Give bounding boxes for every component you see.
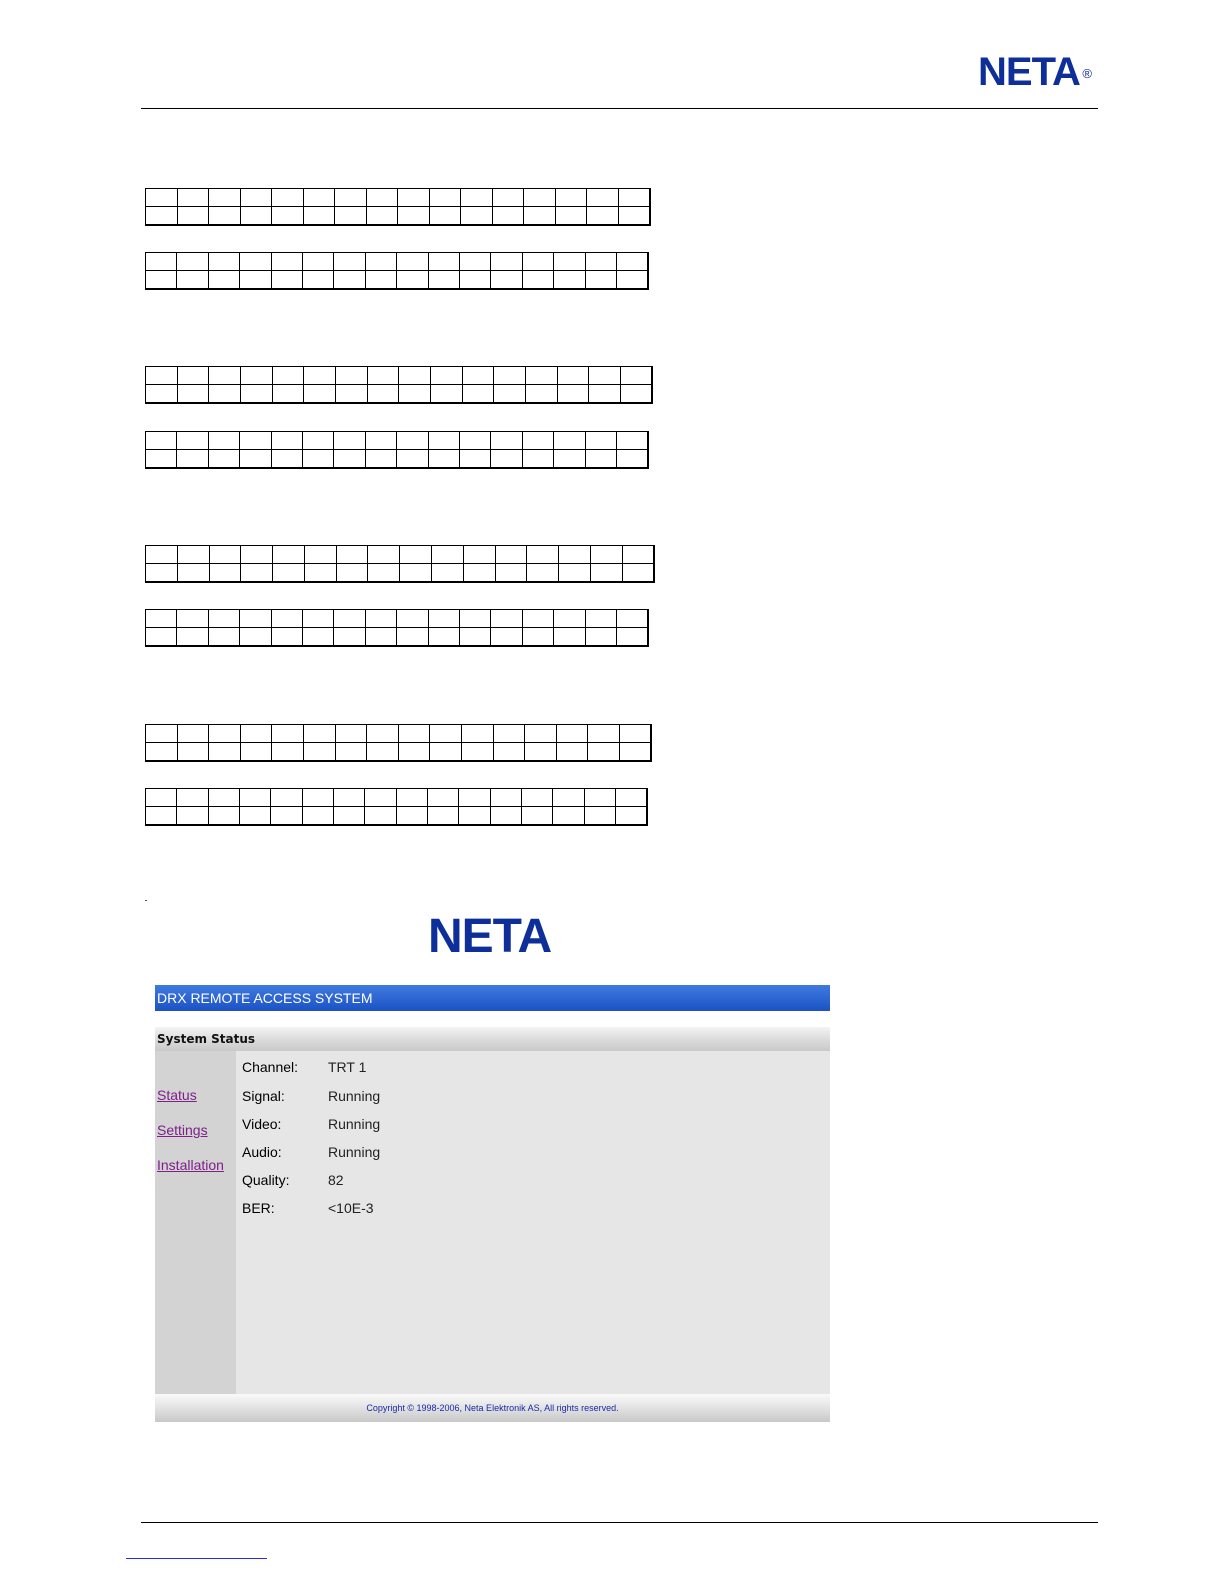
grid-cell xyxy=(429,189,461,207)
grid-cell xyxy=(366,207,398,226)
brand-logo xyxy=(978,50,1092,94)
grid-cell xyxy=(177,628,208,647)
screenshot-logo-text: NETA xyxy=(428,910,552,963)
nav-link-settings[interactable]: Settings xyxy=(157,1122,208,1138)
nav-link-status[interactable]: Status xyxy=(157,1087,197,1103)
grid-cell xyxy=(588,725,620,743)
grid-cell xyxy=(367,385,399,404)
grid-cell xyxy=(461,743,493,762)
character-grid xyxy=(145,724,652,762)
grid-cell xyxy=(177,207,209,226)
grid-cell xyxy=(617,432,648,450)
grid-cell xyxy=(334,807,365,826)
grid-cell xyxy=(585,432,616,450)
grid-cell xyxy=(146,743,178,762)
grid-cell xyxy=(272,743,304,762)
grid-cell xyxy=(303,207,335,226)
grid-cell xyxy=(491,432,522,450)
grid-cell xyxy=(146,628,177,647)
grid-cell xyxy=(208,432,239,450)
grid-cell xyxy=(399,385,431,404)
grid-cell xyxy=(432,564,464,583)
grid-cell xyxy=(617,271,648,290)
channel-value: TRT 1 xyxy=(328,1059,367,1075)
grid-cell xyxy=(240,807,271,826)
grid-cell xyxy=(554,628,585,647)
grid-cell xyxy=(240,253,271,271)
grid-cell xyxy=(240,725,272,743)
grid-cell xyxy=(396,789,427,807)
grid-cell xyxy=(522,450,553,469)
grid-cell xyxy=(462,367,494,385)
grid-cell xyxy=(587,189,619,207)
grid-cell xyxy=(585,253,616,271)
grid-cell xyxy=(463,546,495,564)
grid-cell xyxy=(177,432,208,450)
grid-cell xyxy=(303,743,335,762)
grid-cell xyxy=(400,564,432,583)
grid-cell xyxy=(617,610,648,628)
grid-cell xyxy=(492,207,524,226)
grid-cell xyxy=(459,789,490,807)
grid-cell xyxy=(554,271,585,290)
grid-cell xyxy=(177,807,208,826)
grid-cell xyxy=(554,253,585,271)
grid-cell xyxy=(177,189,209,207)
grid-cell xyxy=(522,789,553,807)
grid-cell xyxy=(587,207,619,226)
grid-cell xyxy=(463,564,495,583)
app-title-bar: DRX REMOTE ACCESS SYSTEM xyxy=(155,985,830,1011)
grid-cell xyxy=(336,546,368,564)
grid-cell xyxy=(460,450,491,469)
ber-value: <10E-3 xyxy=(328,1200,374,1216)
grid-cell xyxy=(146,432,177,450)
grid-cell xyxy=(556,743,588,762)
grid-cell xyxy=(396,807,427,826)
grid-cell xyxy=(365,610,396,628)
grid-cell xyxy=(240,367,272,385)
grid-cell xyxy=(522,610,553,628)
grid-cell xyxy=(209,207,241,226)
quality-label: Quality: xyxy=(242,1172,290,1188)
grid-cell xyxy=(271,432,302,450)
grid-cell xyxy=(585,628,616,647)
grid-cell xyxy=(240,450,271,469)
grid-cell xyxy=(368,546,400,564)
grid-cell xyxy=(177,546,209,564)
grid-cell xyxy=(146,610,177,628)
grid-cell xyxy=(430,385,462,404)
channel-label: Channel: xyxy=(242,1059,299,1075)
grid-cell xyxy=(522,628,553,647)
grid-cell xyxy=(208,807,239,826)
grid-cell xyxy=(240,789,271,807)
grid-cell xyxy=(240,189,272,207)
audio-label: Audio: xyxy=(242,1144,282,1160)
grid-cell xyxy=(620,367,652,385)
grid-cell xyxy=(397,450,428,469)
grid-cell xyxy=(585,610,616,628)
grid-cell xyxy=(585,271,616,290)
sidebar xyxy=(155,1051,236,1394)
grid-cell xyxy=(209,564,241,583)
grid-cell xyxy=(527,564,559,583)
character-grid xyxy=(145,366,653,404)
grid-cell xyxy=(460,610,491,628)
grid-cell xyxy=(271,271,302,290)
header-divider xyxy=(141,108,1098,109)
grid-cell xyxy=(177,789,208,807)
signal-value: Running xyxy=(328,1088,381,1104)
grid-cell xyxy=(619,743,651,762)
grid-cell xyxy=(491,253,522,271)
status-panel xyxy=(155,1051,830,1394)
grid-cell xyxy=(428,610,459,628)
grid-cell xyxy=(177,610,208,628)
grid-cell xyxy=(524,207,556,226)
grid-cell xyxy=(146,564,178,583)
grid-cell xyxy=(493,743,525,762)
grid-cell xyxy=(365,628,396,647)
grid-cell xyxy=(522,253,553,271)
grid-cell xyxy=(334,253,365,271)
character-grid xyxy=(145,788,648,826)
grid-cell xyxy=(589,385,621,404)
grid-cell xyxy=(334,610,365,628)
grid-cell xyxy=(622,546,654,564)
grid-cell xyxy=(398,725,430,743)
grid-cell xyxy=(272,189,304,207)
grid-cell xyxy=(616,789,647,807)
grid-cell xyxy=(335,207,367,226)
grid-cell xyxy=(556,725,588,743)
grid-cell xyxy=(302,807,333,826)
grid-cell xyxy=(271,450,302,469)
grid-cell xyxy=(368,564,400,583)
grid-cell xyxy=(241,546,273,564)
grid-cell xyxy=(557,385,589,404)
grid-cell xyxy=(522,807,553,826)
screenshot-logo xyxy=(428,911,551,963)
grid-cell xyxy=(494,385,526,404)
grid-cell xyxy=(554,432,585,450)
grid-cell xyxy=(334,628,365,647)
grid-cell xyxy=(589,367,621,385)
grid-cell xyxy=(334,450,365,469)
grid-cell xyxy=(428,253,459,271)
grid-cell xyxy=(590,564,622,583)
grid-cell xyxy=(397,253,428,271)
grid-cell xyxy=(554,610,585,628)
grid-cell xyxy=(397,610,428,628)
grid-cell xyxy=(146,807,177,826)
grid-cell xyxy=(177,271,208,290)
grid-cell xyxy=(367,725,399,743)
grid-cell xyxy=(492,189,524,207)
grid-cell xyxy=(491,610,522,628)
grid-cell xyxy=(617,450,648,469)
grid-cell xyxy=(430,725,462,743)
grid-cell xyxy=(335,725,367,743)
grid-cell xyxy=(365,789,396,807)
grid-cell xyxy=(400,546,432,564)
grid-cell xyxy=(304,564,336,583)
grid-cell xyxy=(584,789,615,807)
grid-cell xyxy=(495,564,527,583)
grid-cell xyxy=(303,450,334,469)
grid-cell xyxy=(398,207,430,226)
grid-cell xyxy=(240,207,272,226)
grid-cell xyxy=(461,189,493,207)
grid-cell xyxy=(303,610,334,628)
grid-cell xyxy=(208,450,239,469)
grid-cell xyxy=(555,207,587,226)
grid-cell xyxy=(303,253,334,271)
grid-cell xyxy=(302,789,333,807)
grid-cell xyxy=(430,367,462,385)
grid-cell xyxy=(335,385,367,404)
grid-cell xyxy=(208,253,239,271)
grid-cell xyxy=(525,725,557,743)
grid-cell xyxy=(208,271,239,290)
grid-cell xyxy=(398,743,430,762)
grid-cell xyxy=(365,450,396,469)
grid-cell xyxy=(209,367,241,385)
grid-cell xyxy=(432,546,464,564)
grid-cell xyxy=(559,564,591,583)
grid-cell xyxy=(491,628,522,647)
grid-cell xyxy=(617,253,648,271)
grid-cell xyxy=(240,610,271,628)
grid-cell xyxy=(146,546,178,564)
grid-cell xyxy=(271,807,302,826)
grid-cell xyxy=(428,432,459,450)
grid-cell xyxy=(461,725,493,743)
grid-cell xyxy=(271,789,302,807)
grid-cell xyxy=(303,189,335,207)
grid-cell xyxy=(303,725,335,743)
grid-cell xyxy=(525,385,557,404)
grid-cell xyxy=(525,743,557,762)
grid-cell xyxy=(177,450,208,469)
grid-cell xyxy=(177,725,209,743)
grid-cell xyxy=(334,789,365,807)
grid-cell xyxy=(177,385,209,404)
section-title: System Status xyxy=(155,1027,830,1051)
grid-cell xyxy=(397,271,428,290)
stray-mark xyxy=(145,900,147,901)
grid-cell xyxy=(398,189,430,207)
remote-access-screenshot xyxy=(155,985,830,1422)
grid-cell xyxy=(617,628,648,647)
grid-cell xyxy=(240,743,272,762)
grid-cell xyxy=(303,432,334,450)
grid-cell xyxy=(493,725,525,743)
grid-cell xyxy=(303,271,334,290)
grid-cell xyxy=(490,807,521,826)
grid-cell xyxy=(428,807,459,826)
grid-cell xyxy=(336,564,368,583)
grid-cell xyxy=(459,807,490,826)
grid-cell xyxy=(460,253,491,271)
grid-cell xyxy=(460,271,491,290)
grid-cell xyxy=(397,628,428,647)
grid-cell xyxy=(146,385,178,404)
grid-cell xyxy=(557,367,589,385)
grid-cell xyxy=(490,789,521,807)
grid-cell xyxy=(495,546,527,564)
grid-cell xyxy=(146,271,177,290)
grid-cell xyxy=(304,367,336,385)
grid-cell xyxy=(335,743,367,762)
grid-cell xyxy=(209,743,241,762)
grid-cell xyxy=(491,271,522,290)
grid-cell xyxy=(209,546,241,564)
grid-cell xyxy=(177,367,209,385)
grid-cell xyxy=(618,207,650,226)
grid-cell xyxy=(555,189,587,207)
grid-cell xyxy=(240,271,271,290)
grid-cell xyxy=(365,432,396,450)
grid-cell xyxy=(553,789,584,807)
ber-label: BER: xyxy=(242,1200,275,1216)
grid-cell xyxy=(491,450,522,469)
grid-cell xyxy=(208,628,239,647)
grid-cell xyxy=(367,367,399,385)
grid-cell xyxy=(271,628,302,647)
grid-cell xyxy=(146,189,178,207)
nav-link-installation[interactable]: Installation xyxy=(157,1157,224,1173)
grid-cell xyxy=(272,385,304,404)
grid-cell xyxy=(177,564,209,583)
grid-cell xyxy=(366,189,398,207)
grid-cell xyxy=(335,367,367,385)
grid-cell xyxy=(397,432,428,450)
grid-cell xyxy=(429,207,461,226)
grid-cell xyxy=(616,807,647,826)
grid-cell xyxy=(240,432,271,450)
grid-cell xyxy=(146,253,177,271)
grid-cell xyxy=(494,367,526,385)
grid-cell xyxy=(304,546,336,564)
grid-cell xyxy=(208,789,239,807)
character-grid xyxy=(145,431,649,469)
grid-cell xyxy=(209,385,241,404)
grid-cell xyxy=(553,807,584,826)
grid-cell xyxy=(588,743,620,762)
grid-cell xyxy=(525,367,557,385)
grid-cell xyxy=(273,564,305,583)
grid-cell xyxy=(622,564,654,583)
grid-cell xyxy=(460,432,491,450)
grid-cell xyxy=(335,189,367,207)
character-grid xyxy=(145,609,649,647)
grid-cell xyxy=(428,628,459,647)
grid-cell xyxy=(585,450,616,469)
footer-divider xyxy=(141,1522,1098,1523)
grid-cell xyxy=(399,367,431,385)
grid-cell xyxy=(303,628,334,647)
registered-mark: ® xyxy=(1082,66,1092,81)
grid-cell xyxy=(527,546,559,564)
grid-cell xyxy=(365,271,396,290)
signal-label: Signal: xyxy=(242,1088,285,1104)
audio-value: Running xyxy=(328,1144,381,1160)
grid-cell xyxy=(146,207,178,226)
grid-cell xyxy=(146,789,177,807)
grid-cell xyxy=(461,207,493,226)
grid-cell xyxy=(428,789,459,807)
grid-cell xyxy=(209,189,241,207)
grid-cell xyxy=(554,450,585,469)
character-grid xyxy=(145,188,651,226)
grid-cell xyxy=(273,546,305,564)
grid-cell xyxy=(177,253,208,271)
grid-cell xyxy=(590,546,622,564)
grid-cell xyxy=(619,725,651,743)
grid-cell xyxy=(522,271,553,290)
grid-cell xyxy=(428,271,459,290)
grid-cell xyxy=(146,450,177,469)
grid-cell xyxy=(240,628,271,647)
copyright-footer: Copyright © 1998-2006, Neta Elektronik AS, All rights reserved. xyxy=(155,1394,830,1422)
grid-cell xyxy=(177,743,209,762)
grid-cell xyxy=(367,743,399,762)
grid-cell xyxy=(584,807,615,826)
grid-cell xyxy=(365,253,396,271)
grid-cell xyxy=(146,725,178,743)
grid-cell xyxy=(208,610,239,628)
grid-cell xyxy=(241,564,273,583)
grid-cell xyxy=(271,253,302,271)
character-grid xyxy=(145,545,655,583)
quality-value: 82 xyxy=(328,1172,344,1188)
grid-cell xyxy=(272,725,304,743)
grid-cell xyxy=(271,610,302,628)
video-label: Video: xyxy=(242,1116,282,1132)
grid-cell xyxy=(428,450,459,469)
grid-cell xyxy=(462,385,494,404)
grid-cell xyxy=(522,432,553,450)
video-value: Running xyxy=(328,1116,381,1132)
grid-cell xyxy=(240,385,272,404)
brand-logo-text: NETA xyxy=(978,50,1080,94)
grid-cell xyxy=(334,432,365,450)
grid-cell xyxy=(430,743,462,762)
grid-cell xyxy=(334,271,365,290)
grid-cell xyxy=(618,189,650,207)
grid-cell xyxy=(209,725,241,743)
character-grid xyxy=(145,252,649,290)
grid-cell xyxy=(620,385,652,404)
grid-cell xyxy=(559,546,591,564)
grid-cell xyxy=(460,628,491,647)
grid-cell xyxy=(304,385,336,404)
footer-link-underline xyxy=(126,1558,267,1559)
grid-cell xyxy=(524,189,556,207)
grid-cell xyxy=(272,207,304,226)
grid-cell xyxy=(272,367,304,385)
grid-cell xyxy=(146,367,178,385)
grid-cell xyxy=(365,807,396,826)
